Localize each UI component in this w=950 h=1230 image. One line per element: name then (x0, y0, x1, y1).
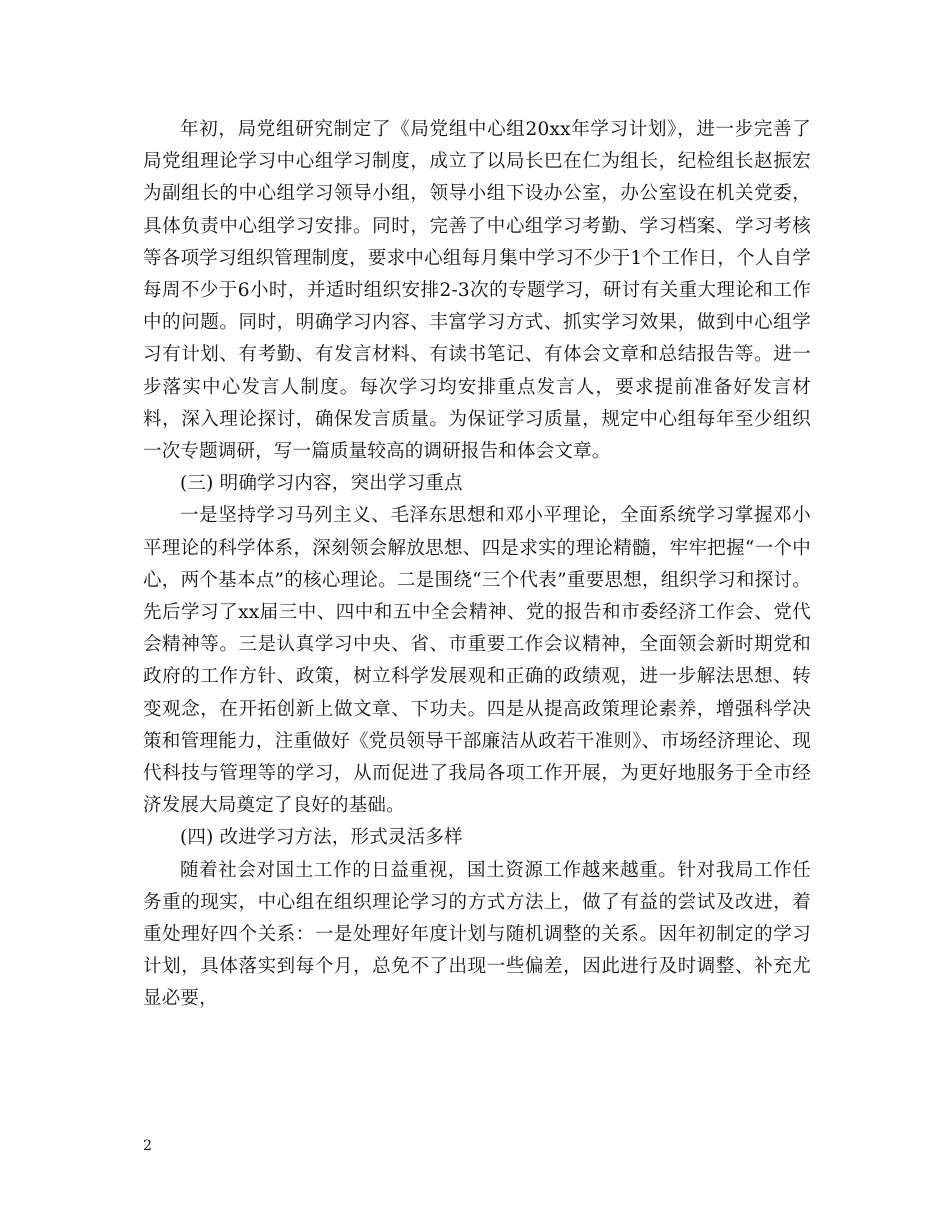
paragraph-study-method: 随着社会对国土工作的日益重视，国土资源工作越来越重。针对我局工作任务重的现实，中心组在组织理论学习的方式方法上，做了有益的尝试及改进，着重处理好四个关系：一是处理好年度计划与随机调整的关系。因年初制定的学习计划，具体落实到每个月，总免不了出现一些偏差，因此进行及时调整、补充尤显必要， (143, 859, 811, 1010)
paragraph-study-plan: 年初，局党组研究制定了《局党组中心组20xx年学习计划》，进一步完善了局党组理论学习中心组学习制度，成立了以局长巴在仁为组长，纪检组长赵振宏为副组长的中心组学习领导小组，领导小组下设办公室，办公室设在机关党委，具体负责中心组学习安排。同时，完善了中心组学习考勤、学习档案、学习考核等各项学习组织管理制度，要求中心组每月集中学习不少于1个工作日，个人自学每周不少于6小时，并适时组织安排2-3次的专题学习，研讨有关重大理论和工作中的问题。同时，明确学习内容、丰富学习方式、抓实学习效果，做到中心组学习有计划、有考勤、有发言材料、有读书笔记、有体会文章和总结报告等。进一步落实中心发言人制度。每次学习均安排重点发言人，要求提前准备好发言材料，深入理论探讨，确保发言质量。为保证学习质量，规定中心组每年至少组织一次专题调研，写一篇质量较高的调研报告和体会文章。 (143, 119, 811, 463)
paragraph-study-content: 一是坚持学习马列主义、毛泽东思想和邓小平理论，全面系统学习掌握邓小平理论的科学体系，深刻领会解放思想、四是求实的理论精髓，牢牢把握“一个中心，两个基本点”的核心理论。二是围绕“三个代表”重要思想，组织学习和探讨。先后学习了xx届三中、四中和五中全会精神、党的报告和市委经济工作会、党代会精神等。三是认真学习中央、省、市重要工作会议精神，全面领会新时期党和政府的工作方针、政策，树立科学发展观和正确的政绩观，进一步解法思想、转变观念，在开拓创新上做文章、下功夫。四是从提高政策理论素养，增强科学决策和管理能力，注重做好《党员领导干部廉洁从政若干准则》、市场经济理论、现代科技与管理等的学习，从而促进了我局各项工作开展，为更好地服务于全市经济发展大局奠定了良好的基础。 (143, 505, 811, 817)
section-heading-4: (四) 改进学习方法，形式灵活多样 (180, 827, 463, 849)
section-heading-3: (三) 明确学习内容，突出学习重点 (180, 473, 463, 495)
body-text (143, 114, 811, 1016)
page-number: 2 (143, 1138, 152, 1154)
